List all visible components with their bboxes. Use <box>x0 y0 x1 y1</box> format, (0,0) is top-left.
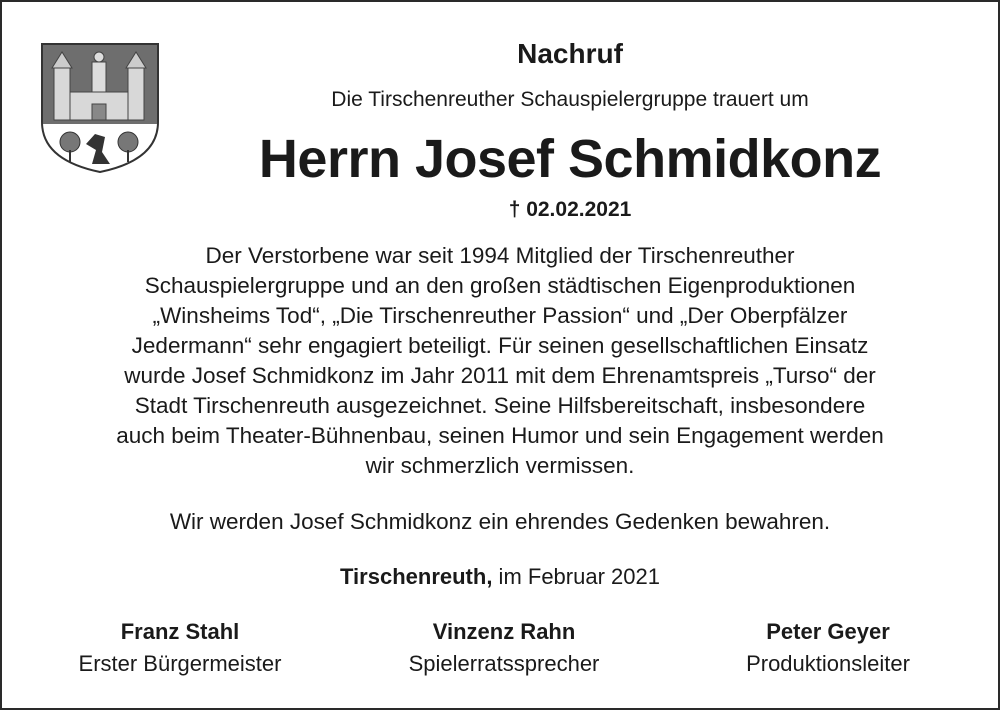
place-month: im Februar 2021 <box>492 564 660 589</box>
signatory-role: Spielerratssprecher <box>408 651 600 676</box>
body-line: wir schmerzlich vermissen. <box>365 453 635 478</box>
signatory-role: Produktionsleiter <box>746 651 910 676</box>
subtitle: Die Tirschenreuther Schauspielergruppe trauert um <box>331 88 809 111</box>
signatory <box>30 619 330 677</box>
death-date: † 02.02.2021 <box>508 198 632 221</box>
body-line: wurde Josef Schmidkonz im Jahr 2011 mit dem Ehrenamtspreis „Turso“ der <box>124 363 876 388</box>
body-line: auch beim Theater-Bühnenbau, seinen Humor und sein Engagement werden <box>116 423 884 448</box>
signatory <box>678 619 978 677</box>
body-line: Stadt Tirschenreuth ausgezeichnet. Seine Hilfsbereitschaft, insbesondere <box>134 393 866 418</box>
signatory-name: Peter Geyer <box>766 619 890 644</box>
coat-of-arms-logo <box>40 42 160 174</box>
signatory-name: Vinzenz Rahn <box>432 619 576 644</box>
signatory-role: Erster Bürgermeister <box>78 651 282 676</box>
signatory-name: Franz Stahl <box>120 619 240 644</box>
deceased-name: Herrn Josef Schmidkonz <box>258 129 882 189</box>
signatory <box>354 619 654 677</box>
place-date <box>0 564 1000 590</box>
body-line: „Winsheims Tod“, „Die Tirschenreuther Passion“ und „Der Oberpfälzer <box>152 303 848 328</box>
body-line: Schauspielergruppe und an den großen städtischen Eigenproduktionen <box>144 273 856 298</box>
heading-nachruf: Nachruf <box>517 38 623 69</box>
place-city: Tirschenreuth, <box>340 564 493 589</box>
body-line: Der Verstorbene war seit 1994 Mitglied der Tirschenreuther <box>205 243 795 268</box>
body-line: Jedermann“ sehr engagiert beteiligt. Für seinen gesellschaftlichen Einsatz <box>131 333 869 358</box>
closing-line: Wir werden Josef Schmidkonz ein ehrendes Gedenken bewahren. <box>169 509 831 534</box>
